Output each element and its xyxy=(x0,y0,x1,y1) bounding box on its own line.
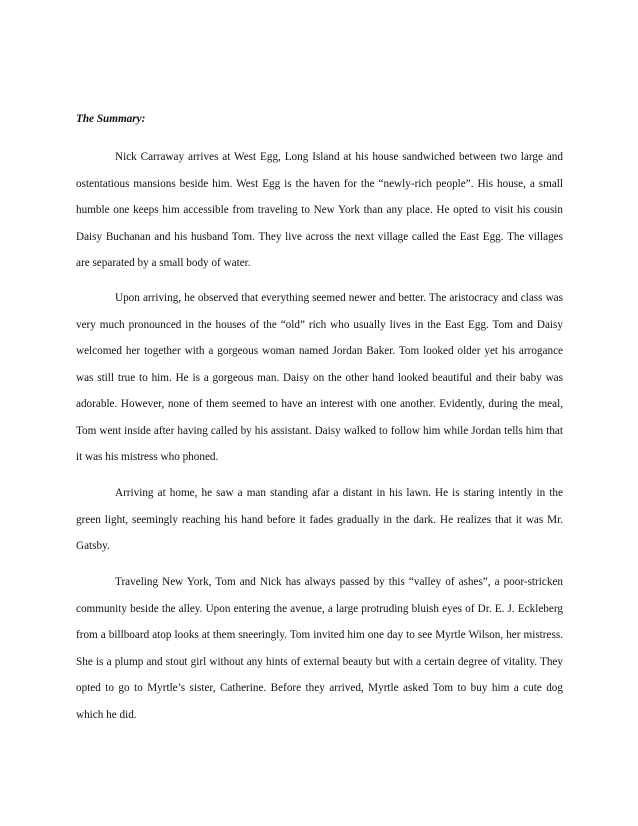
section-heading: The Summary: xyxy=(76,113,146,125)
paragraph-green-light: Arriving at home, he saw a man standing afar a distant in his lawn. He is staring intently in the green light, seemingly reaching his hand before it fades gradually in the dark. He realizes that it was Mr. Gatsby. xyxy=(76,487,563,552)
paragraph-valley-of-ashes: Traveling New York, Tom and Nick has always passed by this “valley of ashes”, a poor-stricken community beside the alley. Upon entering the avenue, a large protruding bluish eyes of Dr. E. J. Eckleberg from a billboard atop looks at them sneeringly. Tom invited him one day to see Myrtle Wilson, her mistress. She is a plump and stout girl without any hints of external beauty but with a certain degree of vitality. They opted to go to Myrtle’s sister, Catherine. Before they arrived, Myrtle asked Tom to buy him a cute dog which he did. xyxy=(76,576,563,721)
paragraph-east-egg-visit: Upon arriving, he observed that everything seemed newer and better. The aristocracy and class was very much pronounced in the houses of the “old” rich who usually lives in the East Egg. Tom and Daisy welcomed her together with a gorgeous woman named Jordan Baker. Tom looked older yet his arrogance was still true to him. He is a gorgeous man. Daisy on the other hand looked beautiful and their baby was adorable. However, none of them seemed to have an interest with one another. Evidently, during the meal, Tom went inside after having called by his assistant. Daisy walked to follow him while Jordan tells him that it was his mistress who phoned. xyxy=(76,292,563,463)
paragraph-arrival: Nick Carraway arrives at West Egg, Long Island at his house sandwiched between two large and ostentatious mansions beside him. West Egg is the haven for the “newly-rich people”. His house, a small humble one keeps him accessible from traveling to New York than any place. He opted to visit his cousin Daisy Buchanan and his husband Tom. They live across the next village called the East Egg. The villages are separated by a small body of water. xyxy=(76,151,563,269)
